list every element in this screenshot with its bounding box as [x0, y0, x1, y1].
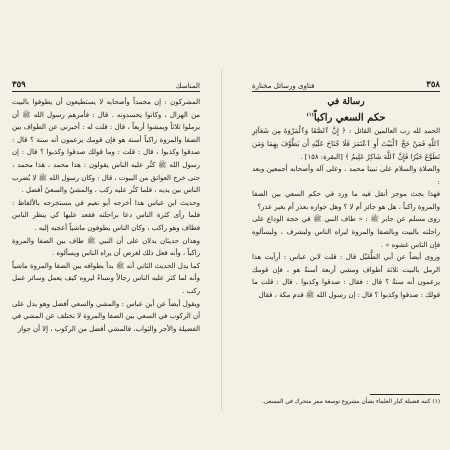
- left-header-title: المناسك: [175, 82, 200, 90]
- right-paragraph-1: الحمد لله رب العالمين القائل : ﴿ إِنَّ ٱلصَّفَا وَٱلْمَرْوَةَ مِن شَعَآئِرِ ٱللَّهِ فَمَنْ حَجَّ ٱلْبَيْتَ أَوِ ٱعْتَمَرَ فَلَا جُنَاحَ عَلَيْهِ أَن يَطَّوَّفَ بِهِمَا وَمَن تَطَوَّعَ خَيْرًا فَإِنَّ ٱللَّهَ شَاكِرٌ عَلِيمٌ ﴾ [البقرة: ١٥٨] .: [252, 127, 440, 161]
- title-line-1: رسالة في: [327, 97, 365, 107]
- left-page: [0, 0, 214, 450]
- right-paragraph-5: وروى أيضاً عن أبي الطُّفَيْل قال : قلت لابن عباس : أرأيت هذا الرمل بالبيت ثلاثة أطواف ومشي أربعة أسنةٌ هو ، فإن قومك يزعمون أنه سنةٌ ؟ قال : فقال : صدقوا وكذبوا . قال : قلت ما قولك : صدقوا وكذبوا ؟ قال : إن رسول الله ﷺ قدم مكة ، فقال: [252, 253, 440, 300]
- footnote-separator: [370, 394, 440, 395]
- left-paragraph-4: كما يدل الحديث الثاني أنه ﷺ بدأ بطوافه بين الصفا والمروة ماشياً وأنه لما كثر عليه الناس رجالاً ونساءً ليروه كيف يعمل وسائر عمل ركب .: [12, 261, 200, 295]
- right-page-body: [252, 96, 440, 302]
- right-paragraph-4: روى مسلم عن جابر ﷺ : « طاف النبي ﷺ في حجة الوداع على راحلته بالبيت وبالصفا والمروة ليراه الناس وليشرف ، وليسألوه فإن الناس غشوه » .: [252, 215, 440, 249]
- right-running-header: [252, 76, 440, 92]
- right-page-number: ٣٥٨: [426, 80, 440, 90]
- left-paragraph-3: وهذان حديثان يدلان على أن النبي ﷺ طاف بين الصفا والمروة راكباً ، وأنه فعل ذلك لغرض أن يراه الناس ويسألوه .: [12, 236, 200, 258]
- right-page: [236, 0, 450, 450]
- left-running-header: [12, 76, 200, 92]
- right-paragraph-2: والصلاة والسلام على نبينا محمد ، وعلى آله وأصحابه أجمعين وبعد :: [252, 165, 440, 186]
- left-paragraph-2: وحديث ابن عباس هذا أخرجه أبو نعيم في مستخرجه بالألفاظ : فلما رأى كثرة الناس دعا براحلته فقعد عليها كي ينظر الناس فطاف وهو راكب ، وكان الناس يطوفون ماشياً أعجبه إليه .: [12, 198, 200, 232]
- footnote: (١) كتبه فضيلة كبار العلماء بشأن مشروع توسعة ممر متحرك في المسعى.: [262, 399, 440, 405]
- left-page-number: ٣٥٩: [12, 80, 26, 90]
- gutter-divider: [221, 70, 222, 410]
- left-paragraph-5: ويقول أيضاً عن أبن عباس : والمشي والسعي أفضل وهو يدل على أن الركوب في السعي بين الصفا والمروة لا تختلف عن المشي في الفضيلة والأجر والثواب، فالمشي أفضل من الركوب ، إلا أن جواز: [12, 299, 200, 333]
- title-line-2: حكم السعي راكباً: [313, 112, 386, 124]
- right-header-title: فتاوى ورسائل مختارة: [252, 82, 315, 90]
- right-paragraph-3: فهذا بحث موجز أنقل فيه ما ورد في حكم السعي بين الصفا والمروة راكباً ، هل هو جائز أم لا ؟ وهل جوازه بعذر أم بغير عذر؟: [252, 190, 440, 211]
- treatise-title: [252, 96, 440, 124]
- left-page-body: [12, 96, 200, 335]
- title-footnote-mark: (١): [306, 112, 314, 118]
- left-paragraph-1: المشركون : إن محمداً وأصحابه لا يستطيعون أن يطوفوا بالبيت من الهزال ، وكانوا يحسدونه . قال : فأمرهم رسول الله ﷺ أن يرملوا ثلاثاً ويمشوا أربعاً ، قال : قلت له : أخبرني عن الطواف بين الصفا والمروة راكباً أسنة هو فإن قومك يزعمون أنه سنة ؟ قال : صدقوا وكذبوا ، قال : قلت : وما قولك صدقوا وكذبوا ؟ قال : إن رسول الله ﷺ كثُر عليه الناس يقولون : هذا محمد ، هذا محمد ، حتى خرج العواتق من البيوت ، قال : وكان رسول الله ﷺ لا يُضرب الناس بين يديه ، فلما كثُر عليه ركب ، والمشيُ والسعيُ أفضل .: [12, 98, 200, 195]
